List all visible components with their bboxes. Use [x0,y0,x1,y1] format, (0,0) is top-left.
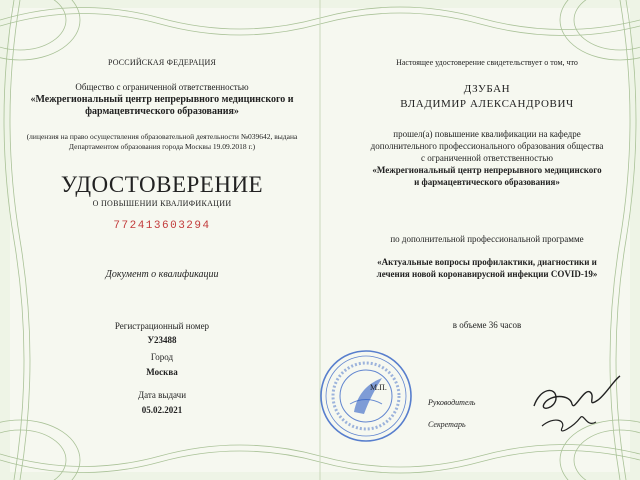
holder-surname: ДЗУБАН [463,83,511,95]
federation-label: РОССИЙСКАЯ ФЕДЕРАЦИЯ [107,58,217,67]
head-signature-label: Руководитель [428,398,476,407]
handwritten-signature-icon [526,370,626,440]
course-line5: и фармацевтического образования» [414,177,560,187]
org-type: Общество с ограниченной ответственностью [75,82,249,92]
program-topic-line2: лечения новой коронавирусной инфекции COVID-19» [376,269,598,279]
license-line2: Департаментом образования города Москвы 19.09.2018 г.) [68,142,256,151]
program-topic-line1: «Актуальные вопросы профилактики, диагностики и [377,257,597,267]
holder-name: ВЛАДИМИР АЛЕКСАНДРОВИЧ [400,98,574,110]
org-name-line2: фармацевтического образования» [85,106,239,117]
seal-stamp-icon [318,348,414,444]
org-name-line1: «Межрегиональный центр непрерывного медицинского и [30,94,294,105]
seal-mark: М.П. [370,383,387,392]
city-value: Москва [146,367,178,377]
attest-text: Настоящее удостоверение свидетельствует о том, что [396,58,578,67]
secretary-signature-label: Секретарь [428,420,466,429]
program-label: по дополнительной профессиональной программе [390,234,584,244]
registration-number: У23488 [147,335,177,345]
issue-date: 05.02.2021 [141,405,183,415]
certificate-title: УДОСТОВЕРЕНИЕ [60,172,264,197]
course-line2: дополнительного профессионального образования общества [370,141,604,151]
course-line1: прошел(а) повышение квалификации на кафедре [393,129,581,139]
course-hours: в объеме 36 часов [452,320,522,330]
license-line1: (лицензия на право осуществления образовательной деятельности №039642, выдана [26,132,298,141]
registration-label: Регистрационный номер [114,321,210,331]
course-line3: с ограниченной ответственностью [420,153,554,163]
course-line4: «Межрегиональный центр непрерывного медицинского [372,165,602,175]
document-type: Документ о квалификации [105,269,219,280]
certificate-subtitle: О ПОВЫШЕНИИ КВАЛИФИКАЦИИ [92,199,232,208]
issue-date-label: Дата выдачи [137,390,187,400]
city-label: Город [150,352,174,362]
serial-number: 772413603294 [113,220,211,232]
